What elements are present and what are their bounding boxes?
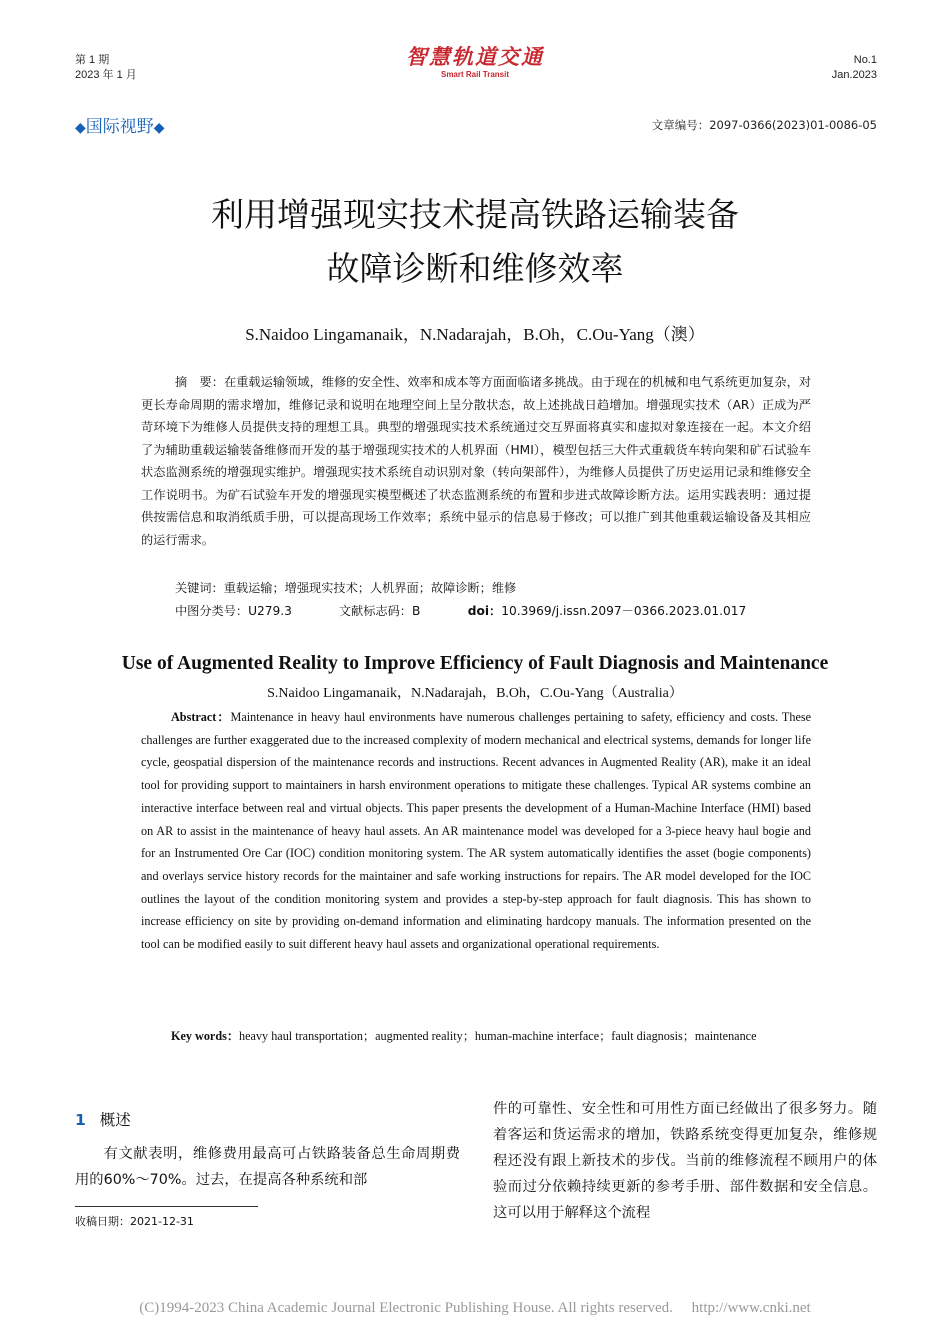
body-text-left: 有文献表明，维修费用最高可占铁路装备总生命周期费用的60%～70%。过去，在提高各种系统和部 [75,1146,460,1188]
section-tag-label: 国际视野 [85,117,154,137]
section-heading [75,1108,131,1130]
journal-logo [400,44,550,80]
copyright-watermark: (C)1994-2023 China Academic Journal Electronic Publishing House. All rights reserved. http://www.cnki.net [139,1300,811,1316]
classification-line [175,600,815,623]
authors-en: S.Naidoo Lingamanaik，N.Nadarajah，B.Oh，C.Ou-Yang（Australia） [267,686,683,701]
clc-number: 中图分类号：U279.3 [175,604,292,618]
doi-label: doi： [467,604,502,618]
issue-date-en: Jan.2023 [831,69,877,81]
page-title-en: Use of Augmented Reality to Improve Efficiency of Fault Diagnosis and Maintenance [121,653,829,674]
header-left [75,53,137,83]
journal-name-en: Smart Rail Transit [440,70,510,79]
abstract-en-label: Abstract： [171,710,231,724]
received-date: 收稿日期：2021-12-31 [75,1215,194,1228]
keywords-en [141,1025,811,1048]
authors-cn: S.Naidoo Lingamanaik，N.Nadarajah，B.Oh，C.Ou-Yang（澳） [245,325,705,344]
diamond-icon: ◆ [75,120,86,136]
abstract-cn-label: 摘 要： [175,375,224,389]
document-code: 文献标志码：B [338,604,421,618]
section-tag [75,112,165,137]
doi-value: 10.3969/j.issn.2097－0366.2023.01.017 [501,604,747,618]
issue-number-en: No.1 [853,54,877,66]
keywords-cn: 关键词：重载运输；增强现实技术；人机界面；故障诊断；维修 [175,581,517,595]
abstract-en [141,706,811,956]
keywords-en-text: heavy haul transportation；augmented reality；human-machine interface；fault diagnosis；maintenance [239,1029,757,1043]
footnote-divider [75,1206,258,1207]
header-right [832,53,877,83]
abstract-cn-text: 在重载运输领域，维修的安全性、效率和成本等方面面临诸多挑战。由于现在的机械和电气系统更加复杂，对更长寿命周期的需求增加，维修记录和说明在地理空间上呈分散状态，故上述挑战日趋增加。增强现实技术（AR）正成为严苛环境下为维修人员提供支持的理想工具。典型的增强现实技术系统通过交互界面将真实和虚拟对象连接在一起。本文介绍了为辅助重载运输装备维修而开发的基于增强现实技术的人机界面（HMI），模型包括三大件式重载货车转向架和矿石试验车状态监测系统的增强现实维护。增强现实技术系统自动识别对象（转向架部件），为维修人员提供了历史运用记录和维修安全工作说明书。为矿石试验车开发的增强现实模型概述了状态监测系统的布置和步进式故障诊断方法。运用实践表明：通过提供按需信息和取消纸质手册，可以提高现场工作效率；系统中显示的信息易于修改；可以推广到其他重载运输设备及其相应的运行需求。 [141,375,812,547]
article-number: 文章编号：2097-0366(2023)01-0086-05 [651,118,877,132]
abstract-en-text: Maintenance in heavy haul environments have numerous challenges pertaining to safety, efficiency and costs. These challenges are further exaggerated due to the increased complexity of modern mechanical and electrical systems, demands for longer life cycle, geospatial dispersion of the maintenance records and instructions. Recent advances in Augmented Reality (AR), make it an ideal tool for providing support to maintainers in harsh environment operations to mitigate these challenges. Typical AR systems combine an interactive interface between real and virtual objects. This paper presents the development of a Human-Machine Interface (HMI) based on AR to assist in the maintenance of heavy haul assets. An AR maintenance model was developed for a 3-piece heavy haul bogie and for an Instrumented Ore Car (IOC) condition monitoring system. The AR system automatically identifies the asset (bogie components) and overlays service history records for the maintainer and safe working instructions for repairs. The AR model developed for the IOC outlines the layout of the condition monitoring system and provides a step-by-step approach for fault diagnosis. This has shown to increase efficiency on site by providing on-demand information and eliminating hardcopy manuals. The information presented on the tool can be modified easily to suit different heavy haul assets and organizational operational requirements. [141,710,812,952]
body-text-right: 件的可靠性、安全性和可用性方面已经做出了很多努力。随着客运和货运需求的增加，铁路系统变得更加复杂，维修规程还没有跟上新技术的步伐。当前的维修流程不顾用户的体验而过分依赖持续更新的参考手册、部件数据和安全信息。这可以用于解释这个流程 [493,1101,877,1221]
issue-date-cn: 2023 年 1 月 [75,69,137,81]
section-title: 概述 [99,1111,131,1129]
journal-name-cn: 智慧轨道交通 [406,44,544,69]
diamond-icon: ◆ [153,120,165,136]
doi [468,600,747,623]
title-cn-line1: 利用增强现实技术提高铁路运输装备 [211,195,739,234]
keywords-en-label: Key words： [171,1029,240,1043]
title-cn-line2: 故障诊断和维修效率 [326,249,624,288]
abstract-cn [141,371,811,551]
section-number: 1 [75,1111,86,1129]
issue-number-cn: 第 1 期 [75,54,110,66]
page-title-cn [0,188,950,296]
